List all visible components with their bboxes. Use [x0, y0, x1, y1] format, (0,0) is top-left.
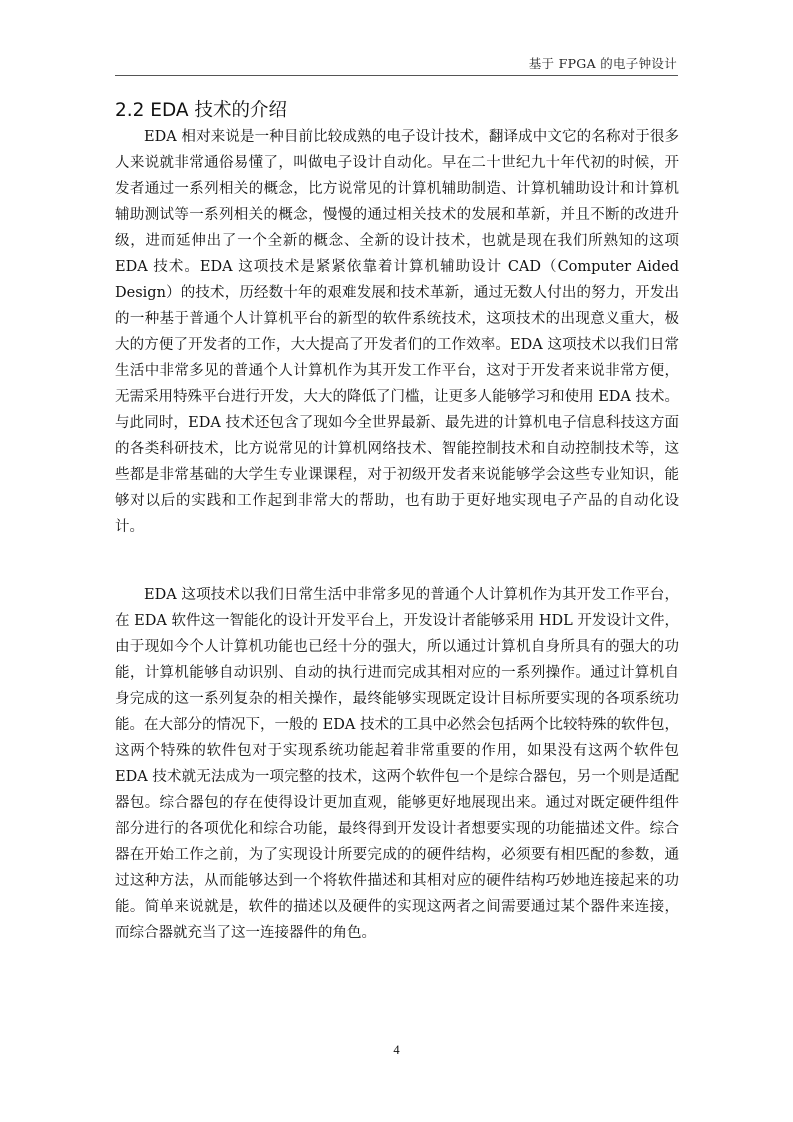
header-divider — [115, 75, 678, 76]
body-paragraph-2: EDA 这项技术以我们日常生活中非常多见的普通个人计算机作为其开发工作平台，在 EDA 软件这一智能化的设计开发平台上，开发设计者能够采用 HDL 开发设计文件，由于现如今个人计算机功能也已经十分的强大，所以通过计算机自身所具有的强大的功能，计算机能够自动识别、自动的执行进而完成其相对应的一系列操作。通过计算机自身完成的这一系列复杂的相关操作，最终能够实现既定设计目标所要实现的各项系统功能。在大部分的情况下，一般的 EDA 技术的工具中必然会包括两个比较特殊的软件包，这两个特殊的软件包对于实现系统功能起着非常重要的作用，如果没有这两个软件包 EDA 技术就无法成为一项完整的技术，这两个软件包一个是综合器包，另一个则是适配器包。综合器包的存在使得设计更加直观，能够更好地展现出来。通过对既定硬件组件部分进行的各项优化和综合功能，最终得到开发设计者想要实现的功能描述文件。综合器在开始工作之前，为了实现设计所要完成的的硬件结构，必须要有相匹配的参数，通过这种方法，从而能够达到一个将软件描述和其相对应的硬件结构巧妙地连接起来的功能。简单来说就是，软件的描述以及硬件的实现这两者之间需要通过某个器件来连接，而综合器就充当了这一连接器件的角色。 — [115, 587, 679, 941]
section-heading: 2.2 EDA 技术的介绍 — [115, 100, 287, 121]
body-paragraph-1: EDA 相对来说是一种目前比较成熟的电子设计技术，翻译成中文它的名称对于很多人来说就非常通俗易懂了，叫做电子设计自动化。早在二十世纪九十年代初的时候，开发者通过一系列相关的概念，比方说常见的计算机辅助制造、计算机辅助设计和计算机辅助测试等一系列相关的概念，慢慢的通过相关技术的发展和革新，并且不断的改进升级，进而延伸出了一个全新的概念、全新的设计技术，也就是现在我们所熟知的这项 EDA 技术。EDA 这项技术是紧紧依靠着计算机辅助设计 CAD（Computer Aided Design）的技术，历经数十年的艰难发展和技术革新，通过无数人付出的努力，开发出的一种基于普通个人计算机平台的新型的软件系统技术，这项技术的出现意义重大，极大的方便了开发者的工作，大大提高了开发者们的工作效率。EDA 这项技术以我们日常生活中非常多见的普通个人计算机作为其开发工作平台，这对于开发者来说非常方便，无需采用特殊平台进行开发，大大的降低了门槛，让更多人能够学习和使用 EDA 技术。与此同时，EDA 技术还包含了现如今全世界最新、最先进的计算机电子信息科技这方面的各类科研技术，比方说常见的计算机网络技术、智能控制技术和自动控制技术等，这些都是非常基础的大学生专业课课程，对于初级开发者来说能够学会这些专业知识，能够对以后的实践和工作起到非常大的帮助，也有助于更好地实现电子产品的自动化设计。 — [115, 129, 679, 535]
running-header: 基于 FPGA 的电子钟设计 — [528, 56, 677, 71]
page-number: 4 — [393, 1043, 400, 1057]
